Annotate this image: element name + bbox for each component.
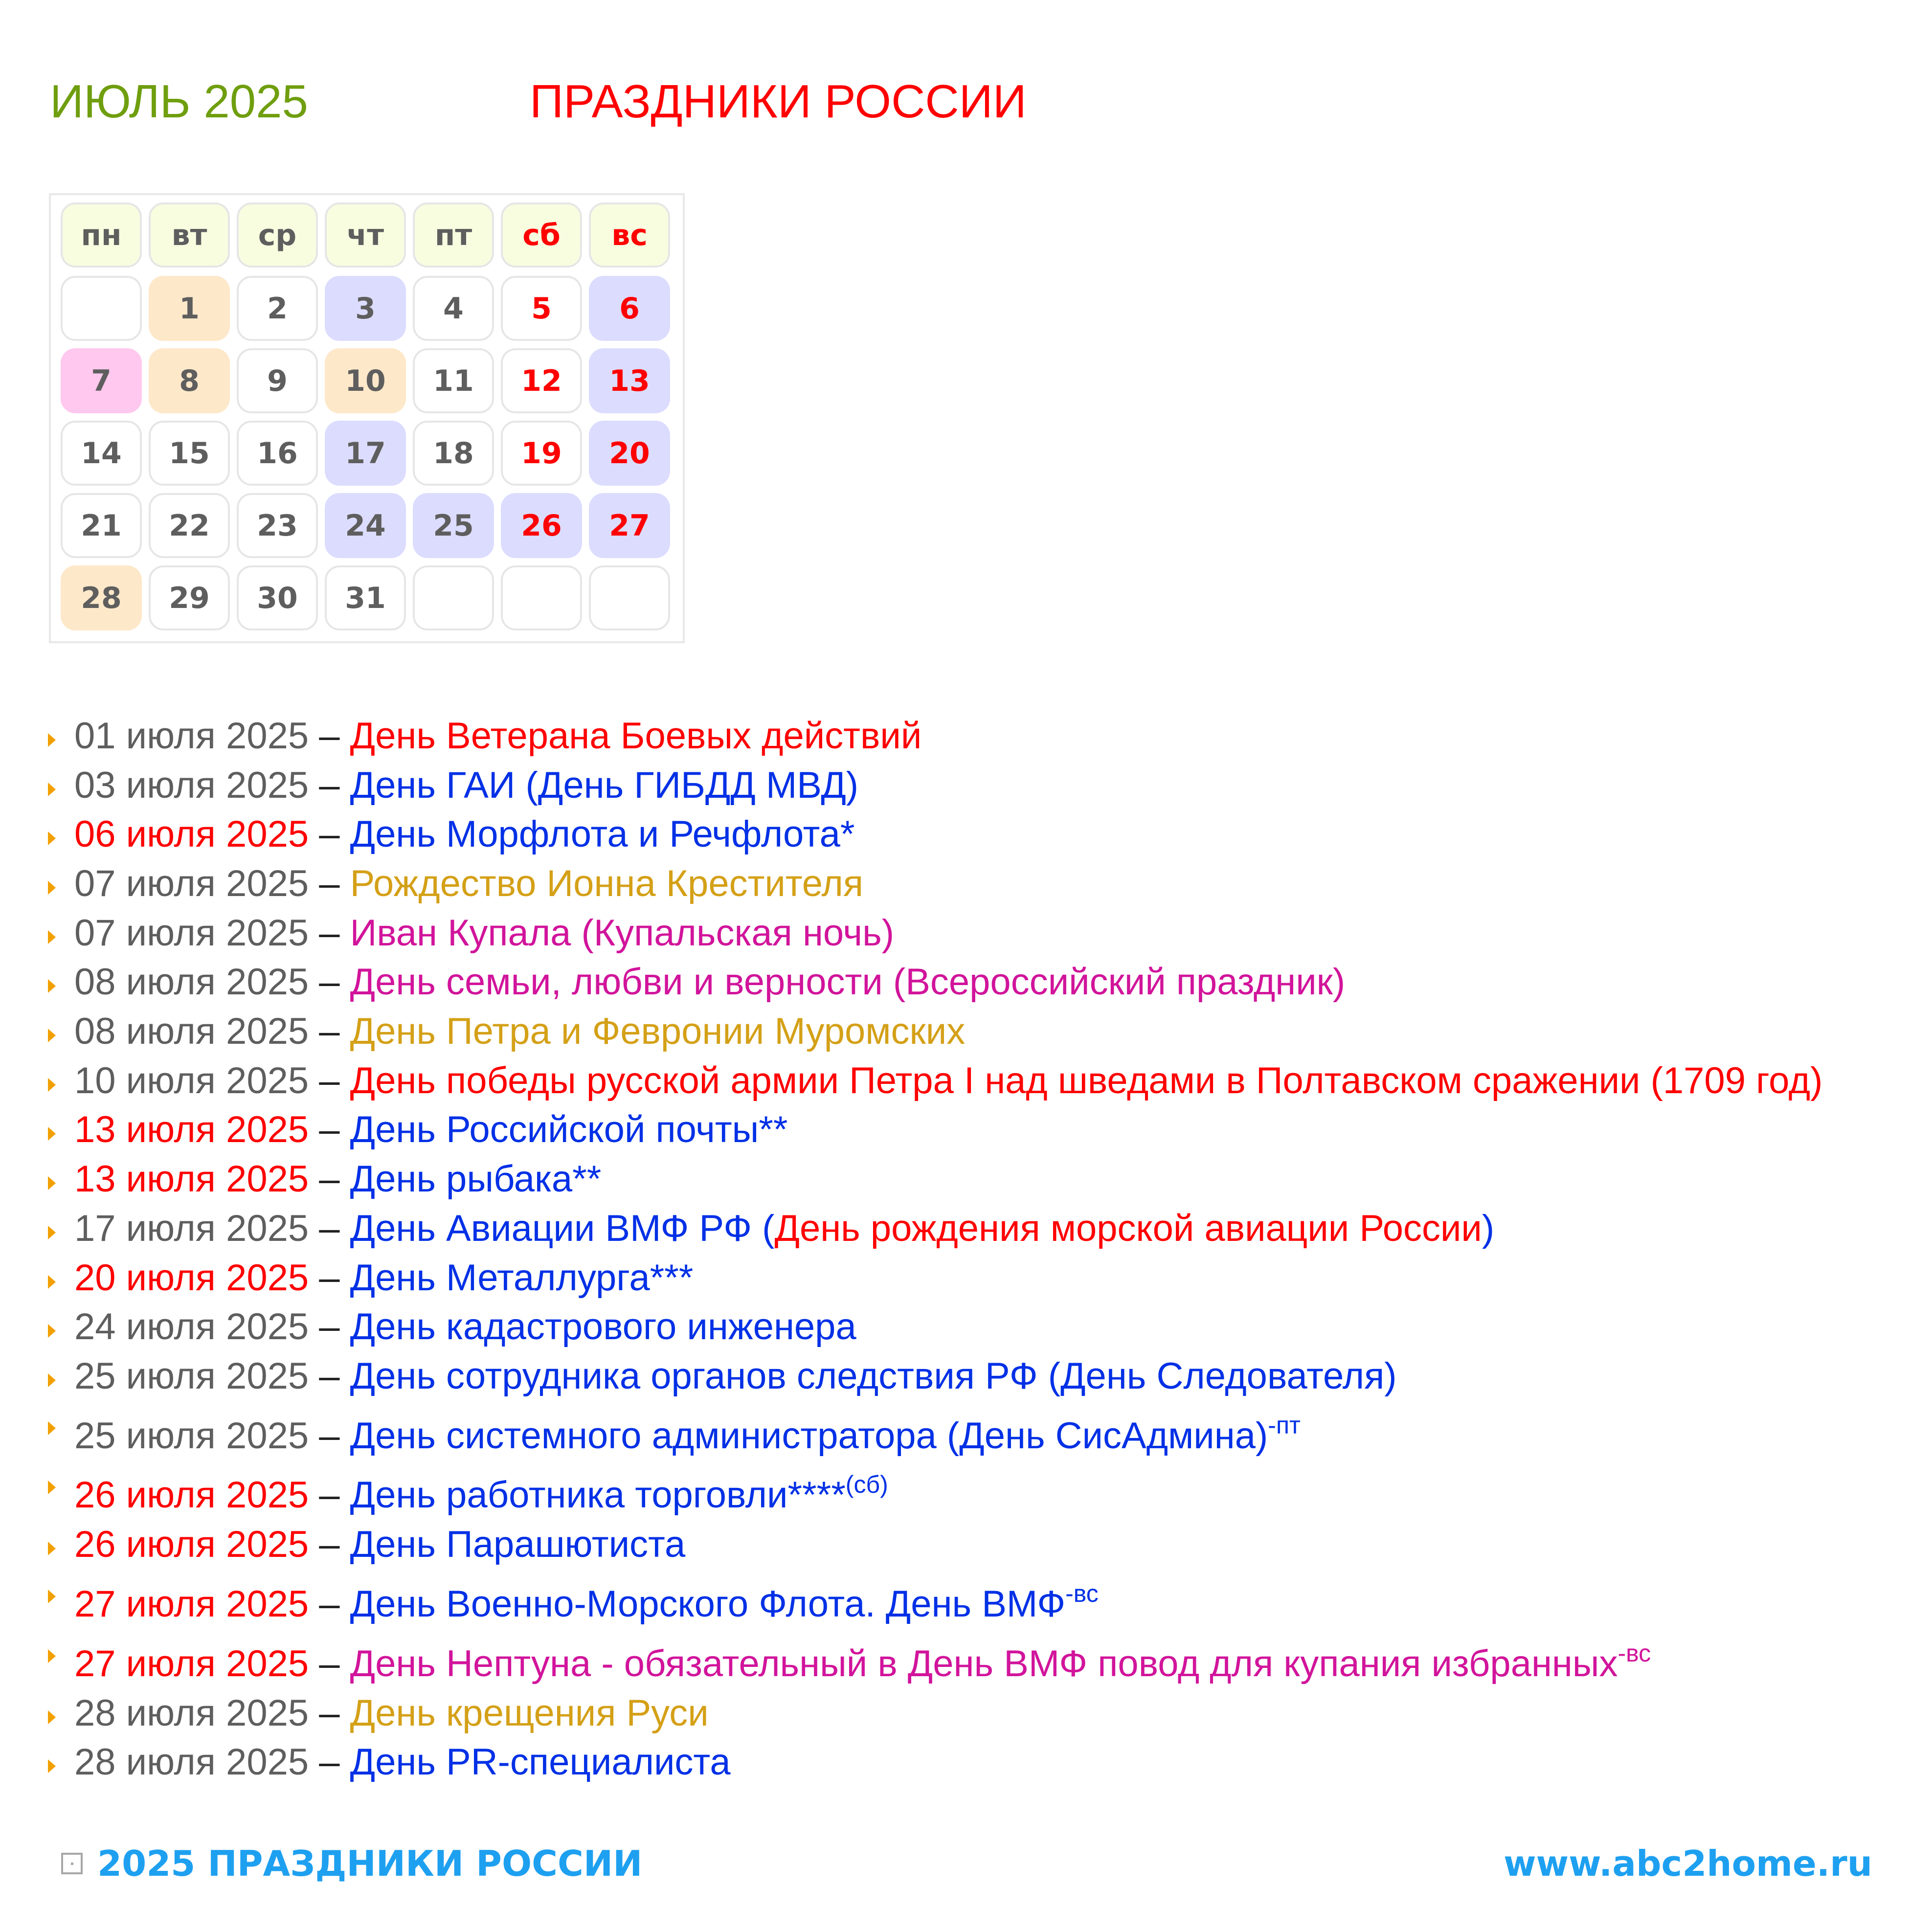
holiday-text xyxy=(74,1640,1651,1688)
holiday-date: 10 июля 2025 xyxy=(74,1060,309,1101)
day-cell[interactable]: 20 xyxy=(589,421,670,486)
day-cell[interactable]: 24 xyxy=(325,493,406,558)
bullet-arrow-icon xyxy=(48,1421,56,1435)
day-cell[interactable]: 29 xyxy=(149,565,230,630)
holiday-date: 08 июля 2025 xyxy=(74,961,309,1003)
bullet-arrow-icon xyxy=(48,1324,56,1338)
weekday-header-cell: пт xyxy=(413,202,494,268)
holiday-text xyxy=(74,1204,1494,1253)
day-cell[interactable]: 4 xyxy=(413,276,494,341)
month-calendar xyxy=(49,193,685,643)
holiday-text xyxy=(74,1412,1301,1460)
day-cell[interactable]: 27 xyxy=(589,493,670,558)
holiday-dash: – xyxy=(309,912,350,954)
holiday-name: День Парашютиста xyxy=(350,1524,686,1565)
bullet-arrow-icon xyxy=(48,1176,56,1190)
holiday-text xyxy=(74,1580,1099,1629)
day-cell[interactable]: 25 xyxy=(413,493,494,558)
weekday-header-cell: вс xyxy=(589,202,670,268)
day-cell[interactable]: 22 xyxy=(149,493,230,558)
holiday-name: День сотрудника органов следствия РФ (День Следователя) xyxy=(350,1355,1397,1397)
bullet-arrow-icon xyxy=(48,1481,56,1494)
day-cell[interactable]: 10 xyxy=(325,348,406,413)
holiday-list-item xyxy=(0,958,1932,1007)
holiday-date: 07 июля 2025 xyxy=(74,912,309,954)
day-cell[interactable]: 9 xyxy=(237,348,318,413)
holiday-date: 20 июля 2025 xyxy=(74,1257,309,1299)
day-cell[interactable]: 26 xyxy=(501,493,582,558)
holiday-date: 01 июля 2025 xyxy=(74,715,309,757)
holiday-name: ) xyxy=(1482,1208,1495,1249)
holiday-text xyxy=(74,859,863,908)
holiday-text xyxy=(74,1520,685,1569)
holiday-list-item xyxy=(0,810,1932,859)
bullet-arrow-icon xyxy=(48,1275,56,1289)
empty-day-cell xyxy=(413,565,494,630)
holiday-name: Иван Купала (Купальская ночь) xyxy=(350,912,895,954)
day-cell[interactable]: 6 xyxy=(589,276,670,341)
holiday-list-item xyxy=(0,859,1932,908)
day-cell[interactable]: 19 xyxy=(501,421,582,486)
month-title: ИЮЛЬ 2025 xyxy=(50,75,308,128)
holiday-text xyxy=(74,1352,1397,1401)
holiday-list-item xyxy=(0,1412,1932,1460)
bullet-arrow-icon xyxy=(48,733,56,747)
bullet-arrow-icon xyxy=(48,1127,56,1141)
empty-day-cell xyxy=(501,565,582,630)
day-cell[interactable]: 31 xyxy=(325,565,406,630)
footer-left xyxy=(61,1840,642,1887)
holiday-text xyxy=(74,1689,709,1738)
holiday-name: День работника торговли**** xyxy=(350,1474,846,1516)
bullet-arrow-icon xyxy=(48,1029,56,1042)
holiday-name: День рыбака** xyxy=(350,1158,602,1200)
weekday-header-cell: ср xyxy=(237,202,318,268)
holiday-dash: – xyxy=(309,1306,350,1348)
day-cell[interactable]: 16 xyxy=(237,421,318,486)
holidays-title: ПРАЗДНИКИ РОССИИ xyxy=(530,75,1027,128)
holiday-list-item xyxy=(0,909,1932,958)
holiday-date: 07 июля 2025 xyxy=(74,863,309,904)
holiday-dash: – xyxy=(309,1060,350,1101)
holiday-list-item xyxy=(0,1520,1932,1569)
holiday-date: 28 июля 2025 xyxy=(74,1692,309,1734)
holiday-dash: – xyxy=(309,863,350,904)
holiday-name: День Российской почты** xyxy=(350,1109,788,1150)
bullet-arrow-icon xyxy=(48,1649,56,1663)
holiday-name: День кадастрового инженера xyxy=(350,1306,856,1348)
holiday-list-item xyxy=(0,1580,1932,1629)
holiday-name: Рождество Ионна Крестителя xyxy=(350,863,864,904)
holiday-dash: – xyxy=(309,1109,350,1150)
holiday-name: День Ветерана Боевых действий xyxy=(350,715,922,757)
day-cell[interactable]: 15 xyxy=(149,421,230,486)
holiday-text xyxy=(74,1056,1822,1105)
holiday-text xyxy=(74,1303,856,1351)
day-cell[interactable]: 28 xyxy=(61,565,142,630)
holiday-name: День Авиации ВМФ РФ ( xyxy=(350,1208,775,1249)
holiday-dash: – xyxy=(309,1741,350,1783)
holiday-list-item xyxy=(0,1056,1932,1105)
holiday-list-item xyxy=(0,1738,1932,1787)
empty-day-cell xyxy=(61,276,142,341)
holiday-date: 13 июля 2025 xyxy=(74,1158,309,1200)
holiday-date: 24 июля 2025 xyxy=(74,1306,309,1348)
holiday-dash: – xyxy=(309,1524,350,1565)
holiday-list-item xyxy=(0,1204,1932,1253)
holiday-date: 08 июля 2025 xyxy=(74,1011,309,1052)
day-cell[interactable]: 2 xyxy=(237,276,318,341)
holiday-date: 13 июля 2025 xyxy=(74,1109,309,1150)
holiday-dash: – xyxy=(309,1355,350,1397)
square-box-icon xyxy=(61,1853,83,1874)
bullet-arrow-icon xyxy=(48,1373,56,1387)
holiday-name: День Военно-Морского Флота. День ВМФ xyxy=(350,1583,1066,1625)
holiday-name: День Морфлота и Речфлота* xyxy=(350,813,855,855)
bullet-arrow-icon xyxy=(48,881,56,895)
holiday-list-item xyxy=(0,712,1932,761)
bullet-arrow-icon xyxy=(48,1590,56,1603)
holiday-text xyxy=(74,761,858,810)
holiday-name: День системного администратора (День СисАдмина) xyxy=(350,1415,1268,1457)
holiday-text xyxy=(74,1254,693,1303)
day-cell[interactable]: 14 xyxy=(61,421,142,486)
holiday-list-item xyxy=(0,1007,1932,1056)
holiday-list-item xyxy=(0,761,1932,810)
holiday-dash: – xyxy=(309,813,350,855)
holiday-list-item xyxy=(0,1105,1932,1154)
holiday-dash: – xyxy=(309,1011,350,1052)
day-cell[interactable]: 8 xyxy=(149,348,230,413)
weekday-header-cell: вт xyxy=(149,202,230,268)
bullet-arrow-icon xyxy=(48,930,56,944)
holiday-dash: – xyxy=(309,1257,350,1299)
holiday-dash: – xyxy=(309,1158,350,1200)
holiday-name: День Металлурга*** xyxy=(350,1257,694,1299)
holiday-dash: – xyxy=(309,764,350,806)
day-cell[interactable]: 7 xyxy=(61,348,142,413)
holiday-superscript: -вс xyxy=(1617,1640,1651,1667)
day-cell[interactable]: 30 xyxy=(237,565,318,630)
holiday-text xyxy=(74,1007,965,1056)
day-cell[interactable]: 21 xyxy=(61,493,142,558)
holiday-text xyxy=(74,810,854,859)
weekday-header-cell: сб xyxy=(501,202,582,268)
holiday-dash: – xyxy=(309,1692,350,1734)
holiday-text xyxy=(74,958,1345,1007)
day-cell[interactable]: 13 xyxy=(589,348,670,413)
bullet-arrow-icon xyxy=(48,979,56,993)
empty-day-cell xyxy=(589,565,670,630)
footer-site-link[interactable]: www.abc2home.ru xyxy=(1504,1843,1872,1884)
bullet-arrow-icon xyxy=(48,783,56,796)
holiday-superscript: (сб) xyxy=(845,1471,888,1498)
holiday-list-item xyxy=(0,1640,1932,1688)
holiday-date: 26 июля 2025 xyxy=(74,1524,309,1565)
holiday-text xyxy=(74,1105,787,1154)
bullet-arrow-icon xyxy=(48,1542,56,1555)
holiday-list-item xyxy=(0,1254,1932,1303)
weekday-header-cell: пн xyxy=(61,202,142,268)
holiday-dash: – xyxy=(309,1583,350,1625)
holiday-name: День семьи, любви и верности (Всероссийский праздник) xyxy=(350,961,1346,1003)
day-cell[interactable]: 12 xyxy=(501,348,582,413)
day-cell[interactable]: 17 xyxy=(325,421,406,486)
bullet-arrow-icon xyxy=(48,1078,56,1092)
bullet-arrow-icon xyxy=(48,1759,56,1773)
holiday-text xyxy=(74,1471,888,1520)
holiday-name: День крещения Руси xyxy=(350,1692,709,1734)
holiday-name: День PR-специалиста xyxy=(350,1741,731,1783)
day-cell[interactable]: 1 xyxy=(149,276,230,341)
holiday-dash: – xyxy=(309,715,350,757)
holiday-date: 25 июля 2025 xyxy=(74,1355,309,1397)
holiday-text xyxy=(74,1738,731,1787)
holiday-list-item xyxy=(0,1303,1932,1351)
holiday-date: 17 июля 2025 xyxy=(74,1208,309,1249)
holiday-list-item xyxy=(0,1471,1932,1520)
holiday-name: День Петра и Февронии Муромских xyxy=(350,1011,966,1052)
holiday-date: 27 июля 2025 xyxy=(74,1583,309,1625)
holiday-name: День Нептуна - обязательный в День ВМФ повод для купания избранных xyxy=(350,1643,1618,1685)
bullet-arrow-icon xyxy=(48,1710,56,1724)
holiday-name: День победы русской армии Петра I над шведами в Полтавском сражении (1709 год) xyxy=(350,1060,1823,1101)
holiday-date: 06 июля 2025 xyxy=(74,813,309,855)
holiday-list-item xyxy=(0,1689,1932,1738)
holiday-text xyxy=(74,712,921,761)
holiday-name: День рождения морской авиации России xyxy=(774,1208,1482,1249)
holiday-text xyxy=(74,909,894,958)
holiday-date: 27 июля 2025 xyxy=(74,1643,309,1685)
holiday-dash: – xyxy=(309,1474,350,1516)
holiday-text xyxy=(74,1155,601,1204)
weekday-header-cell: чт xyxy=(325,202,406,268)
holiday-dash: – xyxy=(309,1415,350,1457)
holiday-list-item xyxy=(0,1352,1932,1401)
holiday-date: 26 июля 2025 xyxy=(74,1474,309,1516)
holiday-name: День ГАИ (День ГИБДД МВД) xyxy=(350,764,859,806)
holiday-dash: – xyxy=(309,1208,350,1249)
holiday-superscript: -пт xyxy=(1268,1412,1301,1439)
holiday-list-item xyxy=(0,1155,1932,1204)
holiday-date: 03 июля 2025 xyxy=(74,764,309,806)
day-cell[interactable]: 23 xyxy=(237,493,318,558)
bullet-arrow-icon xyxy=(48,1226,56,1239)
day-cell[interactable]: 3 xyxy=(325,276,406,341)
holiday-dash: – xyxy=(309,1643,350,1685)
day-cell[interactable]: 18 xyxy=(413,421,494,486)
holiday-date: 25 июля 2025 xyxy=(74,1415,309,1457)
day-cell[interactable]: 11 xyxy=(413,348,494,413)
holiday-superscript: -вс xyxy=(1065,1580,1099,1607)
holiday-date: 28 июля 2025 xyxy=(74,1741,309,1783)
footer-title: 2025 ПРАЗДНИКИ РОССИИ xyxy=(97,1843,643,1884)
day-cell[interactable]: 5 xyxy=(501,276,582,341)
holiday-dash: – xyxy=(309,961,350,1003)
bullet-arrow-icon xyxy=(48,831,56,845)
